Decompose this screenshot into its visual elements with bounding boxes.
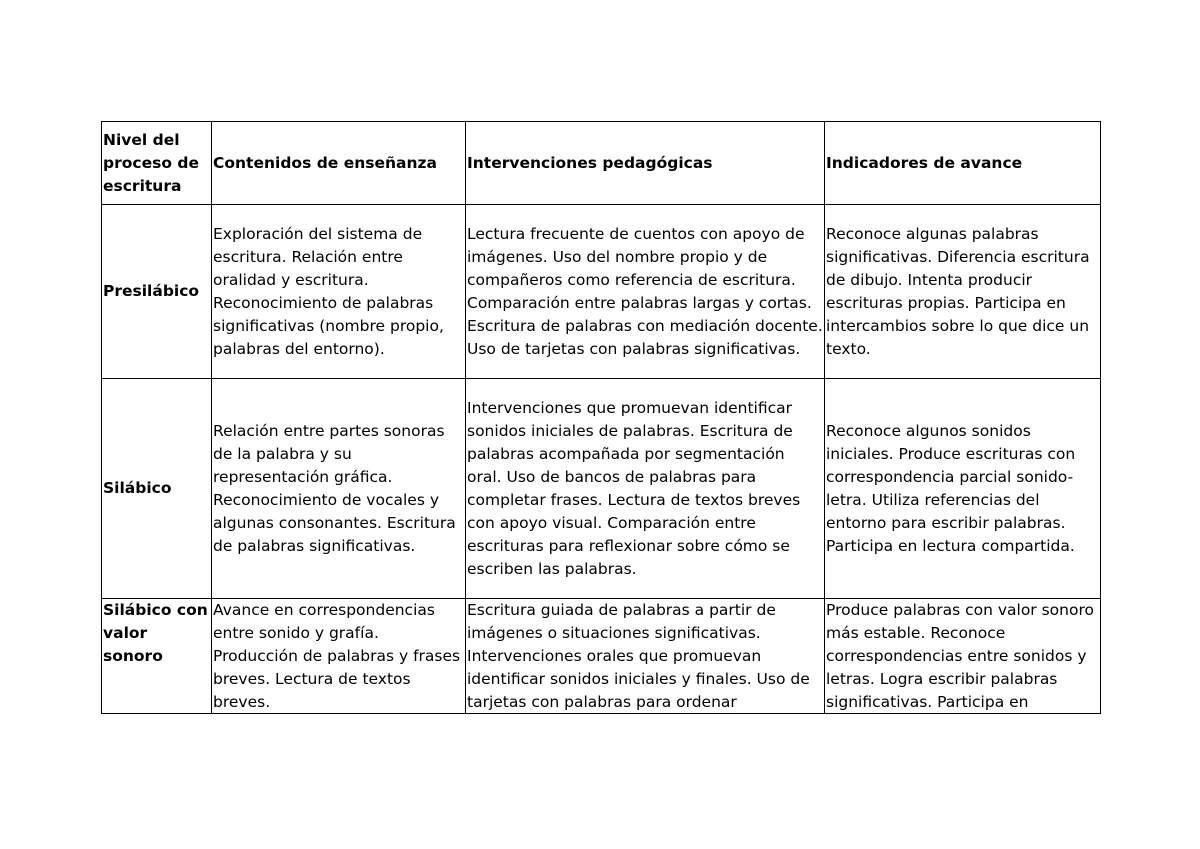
level-cell: Presilábico <box>102 205 212 379</box>
indicators-cell: Reconoce algunas palabras significativas. Diferencia escritura de dibujo. Intenta producir escrituras propias. Participa en intercambios sobre lo que dice un texto. <box>825 205 1101 379</box>
interventions-cell: Intervenciones que promuevan identificar sonidos iniciales de palabras. Escritura de palabras acompañada por segmentación oral. Uso de bancos de palabras para completar frases. Lectura de textos breves con apoyo visual. Comparación entre escrituras para reflexionar sobre cómo se escriben las palabras. <box>466 379 825 599</box>
table-header-row <box>102 122 1101 205</box>
interventions-cell <box>466 599 825 714</box>
interventions-cell: Lectura frecuente de cuentos con apoyo de imágenes. Uso del nombre propio y de compañeros como referencia de escritura. Comparación entre palabras largas y cortas. Escritura de palabras con mediación docente. Uso de tarjetas con palabras significativas. <box>466 205 825 379</box>
level-cell <box>102 599 212 714</box>
level-cell: Silábico <box>102 379 212 599</box>
header-cell-level: Nivel del proceso de escritura <box>102 122 212 205</box>
indicators-cell <box>825 599 1101 714</box>
table-row <box>102 599 1101 714</box>
writing-levels-table <box>101 121 1101 714</box>
header-cell-interventions: Intervenciones pedagógicas <box>466 122 825 205</box>
level-text: Silábico con valor sonoro <box>103 601 208 665</box>
indicators-cell: Reconoce algunos sonidos iniciales. Produce escrituras con correspondencia parcial sonido-letra. Utiliza referencias del entorno para escribir palabras. Participa en lectura compartida. <box>825 379 1101 599</box>
contents-cell: Exploración del sistema de escritura. Relación entre oralidad y escritura. Reconocimiento de palabras significativas (nombre propio, palabras del entorno). <box>212 205 466 379</box>
header-cell-indicators: Indicadores de avance <box>825 122 1101 205</box>
table-row <box>102 205 1101 379</box>
contents-text: Avance en correspondencias entre sonido y grafía. Producción de palabras y frases breves. Lectura de textos breves. <box>213 601 461 711</box>
contents-cell <box>212 599 466 714</box>
header-cell-contents: Contenidos de enseñanza <box>212 122 466 205</box>
interventions-text: Escritura guiada de palabras a partir de imágenes o situaciones significativas. Intervenciones orales que promuevan identificar sonidos iniciales y finales. Uso de tarjetas con palabras para ordenar <box>467 601 810 711</box>
contents-cell: Relación entre partes sonoras de la palabra y su representación gráfica. Reconocimiento de vocales y algunas consonantes. Escritura de palabras significativas. <box>212 379 466 599</box>
table-row <box>102 379 1101 599</box>
indicators-text: Produce palabras con valor sonoro más estable. Reconoce correspondencias entre sonidos y letras. Logra escribir palabras significativas. Participa en <box>826 601 1094 711</box>
